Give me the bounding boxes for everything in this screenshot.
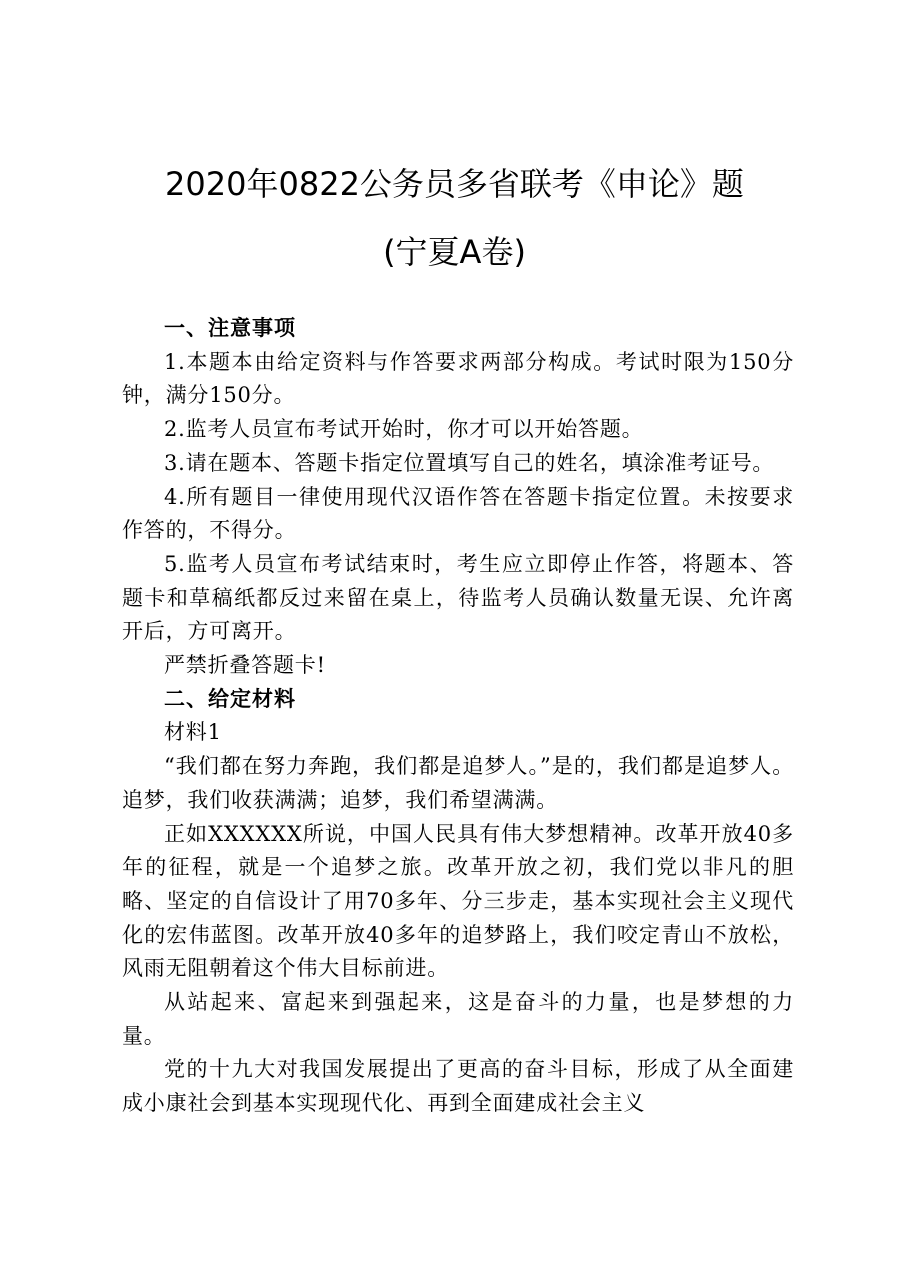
document-body [122,312,794,1121]
note-item-2: 2.监考人员宣布考试开始时，你才可以开始答题。 [164,417,644,442]
material-paragraph: 党的十九大对我国发展提出了更高的奋斗目标，形成了从全面建成小康社会到基本实现现代化、再到全面建成社会主义 [122,1057,794,1116]
section-heading-materials: 二、给定材料 [164,686,296,711]
note-item-1: 1.本题本由给定资料与作答要求两部分构成。考试时限为150分钟，满分150分。 [122,349,794,408]
warning-text: 严禁折叠答题卡! [164,653,326,678]
note-item-5: 5.监考人员宣布考试结束时，考生应立即停止作答，将题本、答题卡和草稿纸都反过来留在桌上，待监考人员确认数量无误、允许离开后，方可离开。 [122,551,794,644]
note-item-3: 3.请在题本、答题卡指定位置填写自己的姓名，填涂准考证号。 [164,450,775,475]
material-label: 材料1 [164,720,222,745]
material-paragraph: 正如XXXXXX所说，中国人民具有伟大梦想精神。改革开放40多年的征程，就是一个追梦之旅。改革开放之初，我们党以非凡的胆略、坚定的自信设计了用70多年、分三步走，基本实现社会主义现代化的宏伟蓝图。改革开放40多年的追梦路上，我们咬定青山不放松，风雨无阻朝着这个伟大目标前进。 [122,821,794,981]
document-subtitle: (宁夏A卷) [383,233,526,271]
document-title: 2020年0822公务员多省联考《申论》题 [165,165,744,203]
section-heading-notes: 一、注意事项 [164,316,296,340]
note-item-4: 4.所有题目一律使用现代汉语作答在答题卡指定位置。未按要求作答的，不得分。 [122,484,794,543]
material-paragraph: 从站起来、富起来到强起来，这是奋斗的力量，也是梦想的力量。 [122,990,794,1048]
material-paragraph: “我们都在努力奔跑，我们都是追梦人。”是的，我们都是追梦人。追梦，我们收获满满；追梦，我们希望满满。 [122,754,794,812]
